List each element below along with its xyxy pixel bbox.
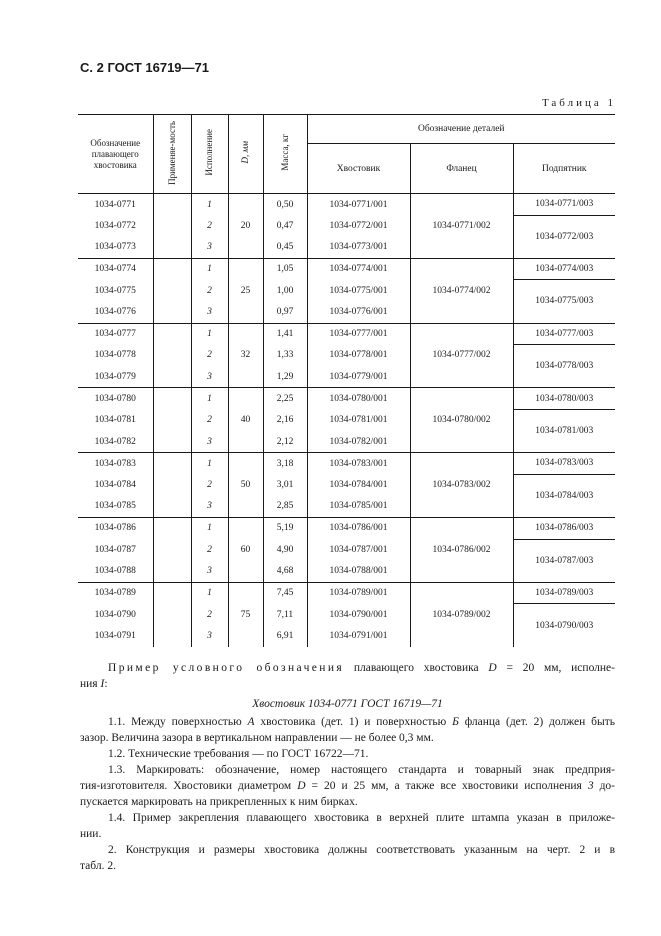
cell-mass: 0,50 bbox=[263, 194, 307, 216]
table-row bbox=[78, 409, 615, 431]
header-mass: Масса, кг bbox=[263, 115, 307, 194]
cell-designation: 1034-0783 bbox=[78, 453, 153, 475]
cell-flange: 1034-0786/002 bbox=[410, 517, 513, 582]
para-1-1-line-1: 1.1. Между поверхностью А хвостовика (дет. 1) и поверхностью Б фланца (дет. 2) должен быть bbox=[108, 716, 615, 728]
cell-thrust: 1034-0771/003 bbox=[513, 194, 615, 216]
cell-designation: 1034-0790 bbox=[94, 609, 136, 620]
cell-diameter: 20 bbox=[228, 194, 263, 259]
cell-execution: 1 bbox=[191, 388, 228, 410]
cell-execution: 1 bbox=[191, 453, 228, 475]
cell-mass: 1,29 bbox=[263, 366, 307, 388]
cell-mass: 1,41 bbox=[263, 323, 307, 345]
cell-thrust: 1034-0778/003 bbox=[513, 345, 615, 388]
cell-thrust: 1034-0777/003 bbox=[513, 323, 615, 345]
para-1-1-line-2: зазор. Величина зазора в вертикальном направлении — не более 0,3 мм. bbox=[80, 732, 434, 744]
cell-shank: 1034-0783/001 bbox=[307, 453, 410, 475]
cell-applicability bbox=[153, 301, 191, 323]
cell-applicability bbox=[153, 323, 191, 345]
cell-diameter: 60 bbox=[228, 517, 263, 582]
cell-thrust: 1034-0774/003 bbox=[513, 258, 615, 280]
cell-execution: 3 bbox=[191, 625, 228, 647]
table-row bbox=[78, 194, 615, 216]
cell-execution: 3 bbox=[191, 561, 228, 583]
cell-designation: 1034-0781 bbox=[94, 415, 136, 426]
table-row bbox=[78, 582, 615, 604]
cell-flange: 1034-0774/002 bbox=[410, 258, 513, 323]
cell-mass: 4,68 bbox=[263, 561, 307, 583]
cell-shank: 1034-0777/001 bbox=[307, 323, 410, 345]
example-line-1: Пример условного обозначения плавающего хвостовика D = 20 мм, исполне- bbox=[108, 662, 615, 674]
cell-mass: 7,45 bbox=[263, 582, 307, 604]
cell-execution: 1 bbox=[191, 323, 228, 345]
cell-thrust: 1034-0784/003 bbox=[513, 474, 615, 517]
cell-shank: 1034-0785/001 bbox=[307, 496, 410, 518]
cell-designation: 1034-0772 bbox=[94, 220, 136, 231]
cell-mass: 2,16 bbox=[263, 409, 307, 431]
cell-applicability bbox=[153, 582, 191, 604]
cell-diameter: 25 bbox=[228, 258, 263, 323]
cell-shank: 1034-0776/001 bbox=[307, 301, 410, 323]
cell-shank: 1034-0781/001 bbox=[307, 409, 410, 431]
cell-applicability bbox=[153, 215, 191, 237]
cell-execution: 1 bbox=[191, 258, 228, 280]
cell-mass: 2,85 bbox=[263, 496, 307, 518]
cell-applicability bbox=[153, 280, 191, 302]
header-thrust: Подпятник bbox=[513, 144, 615, 194]
cell-mass: 4,90 bbox=[263, 539, 307, 561]
cell-mass: 2,25 bbox=[263, 388, 307, 410]
header-parts-group: Обозначение деталей bbox=[307, 115, 615, 144]
cell-applicability bbox=[153, 539, 191, 561]
cell-applicability bbox=[153, 517, 191, 539]
header-flange: Фланец bbox=[410, 144, 513, 194]
para-1-3-line-2: тия-изготовителя. Хвостовики диаметром D = 20 и 25 мм, а также все хвостовики исполнения 3 до- bbox=[80, 780, 615, 792]
cell-flange: 1034-0783/002 bbox=[410, 453, 513, 518]
cell-mass: 0,47 bbox=[263, 215, 307, 237]
header-diameter: D, мм bbox=[228, 115, 263, 194]
cell-applicability bbox=[153, 366, 191, 388]
example-designation: Хвостовик 1034-0771 ГОСТ 16719—71 bbox=[252, 698, 443, 710]
cell-execution: 2 bbox=[191, 409, 228, 431]
cell-execution: 3 bbox=[191, 496, 228, 518]
table-body bbox=[78, 194, 615, 647]
cell-execution: 2 bbox=[191, 474, 228, 496]
cell-designation: 1034-0779 bbox=[94, 371, 136, 382]
cell-applicability bbox=[153, 345, 191, 367]
cell-execution: 3 bbox=[191, 431, 228, 453]
cell-shank: 1034-0784/001 bbox=[307, 474, 410, 496]
cell-mass: 1,05 bbox=[263, 258, 307, 280]
table-row bbox=[78, 453, 615, 475]
cell-designation: 1034-0778 bbox=[94, 350, 136, 361]
cell-applicability bbox=[153, 496, 191, 518]
cell-execution: 2 bbox=[191, 280, 228, 302]
cell-applicability bbox=[153, 453, 191, 475]
cell-mass: 0,45 bbox=[263, 237, 307, 259]
example-line-2: ния I: bbox=[80, 678, 108, 690]
cell-applicability bbox=[153, 388, 191, 410]
cell-designation: 1034-0791 bbox=[94, 631, 136, 642]
cell-shank: 1034-0791/001 bbox=[307, 625, 410, 647]
cell-designation: 1034-0771 bbox=[94, 199, 136, 210]
cell-designation: 1034-0777 bbox=[78, 323, 153, 345]
para-1-4-line-2: нии. bbox=[80, 828, 102, 840]
cell-shank: 1034-0771/001 bbox=[307, 194, 410, 216]
cell-shank: 1034-0778/001 bbox=[307, 345, 410, 367]
para-1-3-line-1: 1.3. Маркировать: обозначение, номер настоящего стандарта и товарный знак предприя- bbox=[108, 764, 615, 776]
cell-mass: 3,18 bbox=[263, 453, 307, 475]
cell-applicability bbox=[153, 409, 191, 431]
cell-execution: 2 bbox=[191, 539, 228, 561]
cell-execution: 3 bbox=[191, 237, 228, 259]
cell-shank: 1034-0780/001 bbox=[307, 388, 410, 410]
cell-applicability bbox=[153, 625, 191, 647]
table-row bbox=[78, 258, 615, 280]
cell-designation: 1034-0780 bbox=[78, 388, 153, 410]
para-1-3-line-3: пускается маркировать на прикрепленных к ним бирках. bbox=[80, 796, 358, 808]
cell-designation: 1034-0782 bbox=[94, 436, 136, 447]
cell-execution: 2 bbox=[191, 215, 228, 237]
cell-thrust: 1034-0789/003 bbox=[513, 582, 615, 604]
body-text bbox=[80, 660, 615, 874]
cell-execution: 3 bbox=[191, 366, 228, 388]
cell-applicability bbox=[153, 474, 191, 496]
cell-execution: 1 bbox=[191, 582, 228, 604]
cell-mass: 3,01 bbox=[263, 474, 307, 496]
cell-designation: 1034-0774 bbox=[78, 258, 153, 280]
cell-shank: 1034-0779/001 bbox=[307, 366, 410, 388]
cell-execution: 1 bbox=[191, 517, 228, 539]
cell-mass: 1,33 bbox=[263, 345, 307, 367]
cell-thrust: 1034-0781/003 bbox=[513, 409, 615, 452]
cell-mass: 7,11 bbox=[263, 604, 307, 626]
header-shank: Хвостовик bbox=[307, 144, 410, 194]
cell-designation: 1034-0773 bbox=[94, 242, 136, 253]
cell-applicability bbox=[153, 431, 191, 453]
cell-shank: 1034-0775/001 bbox=[307, 280, 410, 302]
cell-shank: 1034-0773/001 bbox=[307, 237, 410, 259]
para-2-line-1: 2. Конструкция и размеры хвостовика должны соответствовать указанным на черт. 2 и в bbox=[108, 844, 615, 856]
cell-mass: 2,12 bbox=[263, 431, 307, 453]
cell-designation: 1034-0789 bbox=[78, 582, 153, 604]
para-2-line-2: табл. 2. bbox=[80, 860, 116, 872]
cell-designation: 1034-0788 bbox=[94, 566, 136, 577]
cell-execution: 3 bbox=[191, 301, 228, 323]
cell-thrust: 1034-0780/003 bbox=[513, 388, 615, 410]
page-header: С. 2 ГОСТ 16719—71 bbox=[80, 60, 209, 75]
cell-execution: 2 bbox=[191, 345, 228, 367]
cell-shank: 1034-0788/001 bbox=[307, 561, 410, 583]
cell-shank: 1034-0790/001 bbox=[307, 604, 410, 626]
cell-mass: 1,00 bbox=[263, 280, 307, 302]
cell-flange: 1034-0771/002 bbox=[410, 194, 513, 259]
cell-diameter: 50 bbox=[228, 453, 263, 518]
cell-designation: 1034-0785 bbox=[94, 501, 136, 512]
table-label: Таблица 1 bbox=[541, 97, 616, 109]
cell-thrust: 1034-0790/003 bbox=[513, 604, 615, 647]
cell-shank: 1034-0789/001 bbox=[307, 582, 410, 604]
cell-thrust: 1034-0772/003 bbox=[513, 215, 615, 258]
table-row bbox=[78, 604, 615, 626]
cell-designation: 1034-0776 bbox=[94, 307, 136, 318]
cell-shank: 1034-0782/001 bbox=[307, 431, 410, 453]
cell-execution: 2 bbox=[191, 604, 228, 626]
cell-flange: 1034-0777/002 bbox=[410, 323, 513, 388]
table-row bbox=[78, 517, 615, 539]
cell-designation: 1034-0775 bbox=[94, 285, 136, 296]
header-applicability: Применяе-мость bbox=[153, 115, 191, 194]
cell-execution: 1 bbox=[191, 194, 228, 216]
para-1-2: 1.2. Технические требования — по ГОСТ 16722—71. bbox=[108, 748, 369, 760]
cell-diameter: 75 bbox=[228, 582, 263, 647]
table-row bbox=[78, 323, 615, 345]
table-row bbox=[78, 474, 615, 496]
cell-flange: 1034-0789/002 bbox=[410, 582, 513, 647]
table-row bbox=[78, 388, 615, 410]
table-row bbox=[78, 345, 615, 367]
cell-mass: 6,91 bbox=[263, 625, 307, 647]
cell-shank: 1034-0772/001 bbox=[307, 215, 410, 237]
cell-designation: 1034-0784 bbox=[94, 480, 136, 491]
header-execution: Исполнение bbox=[191, 115, 228, 194]
cell-shank: 1034-0787/001 bbox=[307, 539, 410, 561]
cell-mass: 5,19 bbox=[263, 517, 307, 539]
cell-designation: 1034-0787 bbox=[94, 544, 136, 555]
cell-thrust: 1034-0783/003 bbox=[513, 453, 615, 475]
cell-applicability bbox=[153, 194, 191, 216]
table-row bbox=[78, 539, 615, 561]
cell-applicability bbox=[153, 604, 191, 626]
cell-shank: 1034-0786/001 bbox=[307, 517, 410, 539]
header-designation: Обозначение плавающего хвостовика bbox=[78, 115, 153, 194]
table-row bbox=[78, 215, 615, 237]
cell-mass: 0,97 bbox=[263, 301, 307, 323]
cell-applicability bbox=[153, 561, 191, 583]
table-row bbox=[78, 280, 615, 302]
cell-applicability bbox=[153, 237, 191, 259]
cell-thrust: 1034-0775/003 bbox=[513, 280, 615, 323]
cell-diameter: 40 bbox=[228, 388, 263, 453]
cell-designation: 1034-0786 bbox=[78, 517, 153, 539]
cell-thrust: 1034-0787/003 bbox=[513, 539, 615, 582]
cell-flange: 1034-0780/002 bbox=[410, 388, 513, 453]
cell-applicability bbox=[153, 258, 191, 280]
cell-shank: 1034-0774/001 bbox=[307, 258, 410, 280]
cell-diameter: 32 bbox=[228, 323, 263, 388]
cell-thrust: 1034-0786/003 bbox=[513, 517, 615, 539]
para-1-4-line-1: 1.4. Пример закрепления плавающего хвостовика в верхней плите штампа указан в приложе- bbox=[108, 812, 615, 824]
spec-table bbox=[78, 114, 615, 647]
